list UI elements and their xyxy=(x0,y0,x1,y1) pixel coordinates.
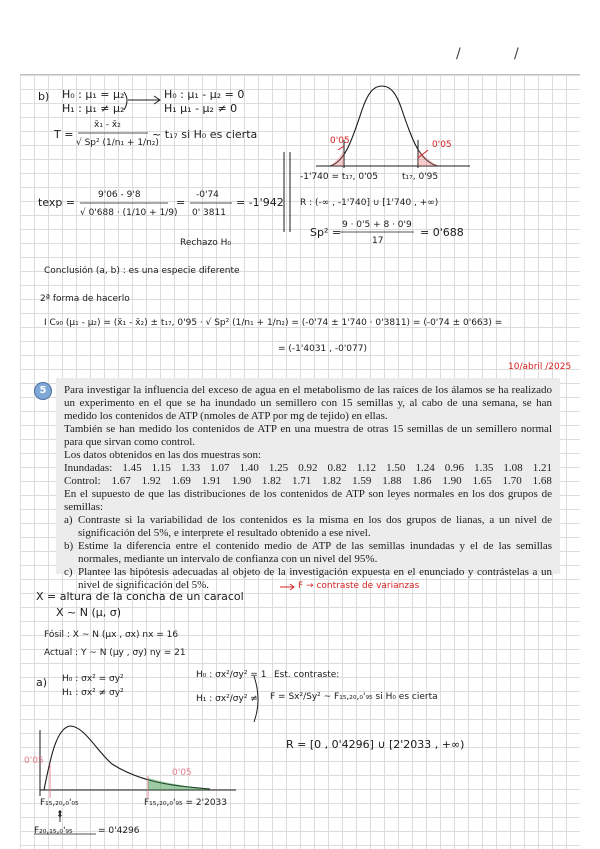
problem-paragraph: Para investigar la influencia del exceso de agua en el metabolismo de las raíces de los álamos se ha realizado un experimento en el que se ha inundado un semillero con 15 semillas y, al cabo de una semana, se han medido los contenidos de ATP (nmoles de ATP por mg de tejido) en ellas. xyxy=(64,384,552,422)
value: 0.92 xyxy=(298,462,318,474)
value: 1.59 xyxy=(352,475,372,487)
hypothesis-h0-alt: H₀ : μ₁ - μ₂ = 0 xyxy=(164,88,245,101)
x-definition: X = altura de la concha de un caracol xyxy=(36,590,244,603)
x-distribution: X ~ N (μ, σ) xyxy=(56,606,122,619)
hypothesis-h1: H₁ : σx² ≠ σy² xyxy=(62,688,124,698)
texp-result: = -1'942 xyxy=(236,196,284,209)
header-slash: / xyxy=(456,46,461,62)
alpha-right: 0'05 xyxy=(172,768,192,778)
value: 1.90 xyxy=(442,475,462,487)
f-tail-shade xyxy=(148,778,210,790)
value: 1.40 xyxy=(239,462,259,474)
value: 1.82 xyxy=(261,475,282,487)
problem-paragraph: Los datos obtenidos en las dos muestras son: xyxy=(64,449,262,461)
hypothesis-h1-alt: H₁ μ₁ - μ₂ ≠ 0 xyxy=(164,102,238,115)
texp-denominator: √ 0'688 · (1/10 + 1/9) xyxy=(80,208,178,218)
texp-numerator-2: -0'74 xyxy=(196,190,219,200)
problem-number-badge: 5 xyxy=(34,382,52,400)
question-key: b) xyxy=(64,540,74,552)
equivalence-arrow xyxy=(128,96,160,104)
value: 1.08 xyxy=(503,462,523,474)
value: 1.35 xyxy=(474,462,494,474)
question-text: Plantee las hipótesis adecuadas al objeto de la investigación expuesta en el enunciado y contrástelas a un nivel de significación del 5%. xyxy=(78,566,552,591)
texp-lhs: texp = xyxy=(38,196,76,209)
question-key: c) xyxy=(64,566,73,578)
problem-paragraph: En el supuesto de que las distribuciones de los contenidos de ATP son leyes normales en los dos grupos de semillas: xyxy=(64,488,552,513)
tail-shade-left xyxy=(330,150,344,166)
row-label: Inundadas: xyxy=(64,462,113,474)
t-stat-denominator: √ Sp² (1/n₁ + 1/n₂) xyxy=(76,138,159,148)
date: 10/abril /2025 xyxy=(508,362,572,372)
value: 1.71 xyxy=(291,475,312,487)
f-crit-right-label: F₁₅,₂₀,₀'₉₅ = 2'2033 xyxy=(144,798,227,808)
fosil-dist: Fósil : X ~ N (μx , σx) nx = 16 xyxy=(44,630,179,640)
arrow-symbol: ⇕ xyxy=(56,810,64,820)
value: 1.70 xyxy=(502,475,522,487)
value: 1.45 xyxy=(122,462,142,474)
actual-dist: Actual : Y ~ N (μy , σy) ny = 21 xyxy=(44,648,186,658)
question-text: Estime la diferencia entre el contenido medio de ATP de las semillas inundadas y el de las semillas normales, mediante un intervalo de confianza con un nivel del 95%. xyxy=(78,540,552,565)
value: 0.82 xyxy=(327,462,347,474)
sp2-numerator: 9 · 0'5 + 8 · 0'9 xyxy=(342,220,412,230)
part-a-label: a) xyxy=(36,676,48,689)
data-row-inundadas xyxy=(64,462,552,475)
hypothesis-h0: H₀ : μ₁ = μ₂ xyxy=(62,88,125,101)
rejection-region: R = [0 , 0'4296] ∪ [2'2033 , +∞) xyxy=(286,738,465,751)
value: 1.86 xyxy=(412,475,432,487)
value: 1.25 xyxy=(268,462,289,474)
crit-left-label: -1'740 = t₁₇, 0'05 xyxy=(300,172,379,182)
question-a xyxy=(64,514,552,540)
value: 1.88 xyxy=(382,475,402,487)
hypothesis-h1-ratio: H₁ : σx²/σy² ≠ xyxy=(196,694,258,704)
row-label: Control: xyxy=(64,475,101,487)
texp-equals: = xyxy=(176,196,186,209)
f-note: F → contraste de varianzas xyxy=(298,581,420,591)
brace xyxy=(124,92,127,110)
value: 1.68 xyxy=(532,475,552,487)
hypothesis-h0-ratio: H₀ : σx²/σy² = 1 xyxy=(196,670,267,680)
value: 1.82 xyxy=(322,475,342,487)
sp2-lhs: Sp² = xyxy=(310,226,342,239)
hypothesis-h0: H₀ : σx² = σy² xyxy=(62,674,124,684)
question-b xyxy=(64,540,552,566)
f-statistic: F = Sx²/Sy² ~ F₁₅,₂₀,₀'₉₅ si H₀ es cierta xyxy=(270,692,438,702)
question-text: Contraste si la variabilidad de los contenidos es la misma en los dos grupos de lianas, a un nivel de significación del 5%, e interprete el resultado obtenido a ese nivel. xyxy=(78,514,552,539)
value: 1.15 xyxy=(151,462,171,474)
value: 1.07 xyxy=(210,462,230,474)
header-slash: / xyxy=(514,46,519,62)
value: 1.92 xyxy=(141,475,161,487)
alpha-left: 0'05 xyxy=(330,136,350,146)
value: 1.33 xyxy=(180,462,201,474)
value: 1.69 xyxy=(171,475,191,487)
value: 1.12 xyxy=(356,462,377,474)
part-b-label: b) xyxy=(38,90,50,103)
data-row-control xyxy=(64,475,552,488)
alpha-right: 0'05 xyxy=(432,140,452,150)
sp2-denominator: 17 xyxy=(372,236,384,246)
rechazo-h0: Rechazo H₀ xyxy=(180,238,232,248)
f-curve xyxy=(44,726,210,790)
value: 1.91 xyxy=(201,475,221,487)
tail-shade-right xyxy=(418,150,438,166)
t-stat-lhs: T = xyxy=(54,128,74,141)
value: 1.21 xyxy=(532,462,552,474)
alpha-left: 0'05 xyxy=(24,756,44,766)
confidence-interval-line: I C₉₀ (μ₁ - μ₂) = (x̄₁ - x̄₂) ± t₁₇, 0'95 · √ Sp² (1/n₁ + 1/n₂) = (-0'74 ± 1'740 · 0'3811) = (-0'74 ± 0'663) = xyxy=(44,318,503,328)
confidence-interval-result: = (-1'4031 , -0'077) xyxy=(278,344,367,354)
contrast-stat-title: Est. contraste: xyxy=(274,670,340,680)
conclusion: Conclusión (a, b) : es una especie diferente xyxy=(44,266,240,276)
texp-numerator: 9'06 - 9'8 xyxy=(98,190,141,200)
value: 1.90 xyxy=(231,475,252,487)
t-stat-distribution: ~ t₁₇ si H₀ es cierta xyxy=(152,128,258,141)
value: 1.65 xyxy=(472,475,492,487)
t-stat-numerator: x̄₁ - x̄₂ xyxy=(94,120,121,130)
texp-denominator-2: 0' 3811 xyxy=(192,208,226,218)
second-way-heading: 2ª forma de hacerlo xyxy=(40,294,130,304)
f-bottom-label: F₂₀,₁₅,₀'₉₅ xyxy=(34,826,73,836)
value: 1.67 xyxy=(111,475,131,487)
alpha-pointers xyxy=(338,146,428,158)
value: 1.50 xyxy=(386,462,406,474)
f-crit-left-label: F₁₅,₂₀,₀'₀₅ xyxy=(40,798,79,808)
sp2-result: = 0'688 xyxy=(420,226,464,239)
hypothesis-h1: H₁ : μ₁ ≠ μ₂ xyxy=(62,102,125,115)
value: 0.96 xyxy=(444,462,465,474)
crit-right-label: t₁₇, 0'95 xyxy=(402,172,439,182)
problem-paragraph: También se han medido los contenidos de ATP en una muestra de otras 15 semillas de un semillero normal para que sirvan como control. xyxy=(64,423,552,448)
question-key: a) xyxy=(64,514,73,526)
f-bottom-value: = 0'4296 xyxy=(98,826,140,836)
value: 1.24 xyxy=(415,462,435,474)
rejection-region: R : (-∞ , -1'740] ∪ [1'740 , +∞) xyxy=(300,198,439,208)
